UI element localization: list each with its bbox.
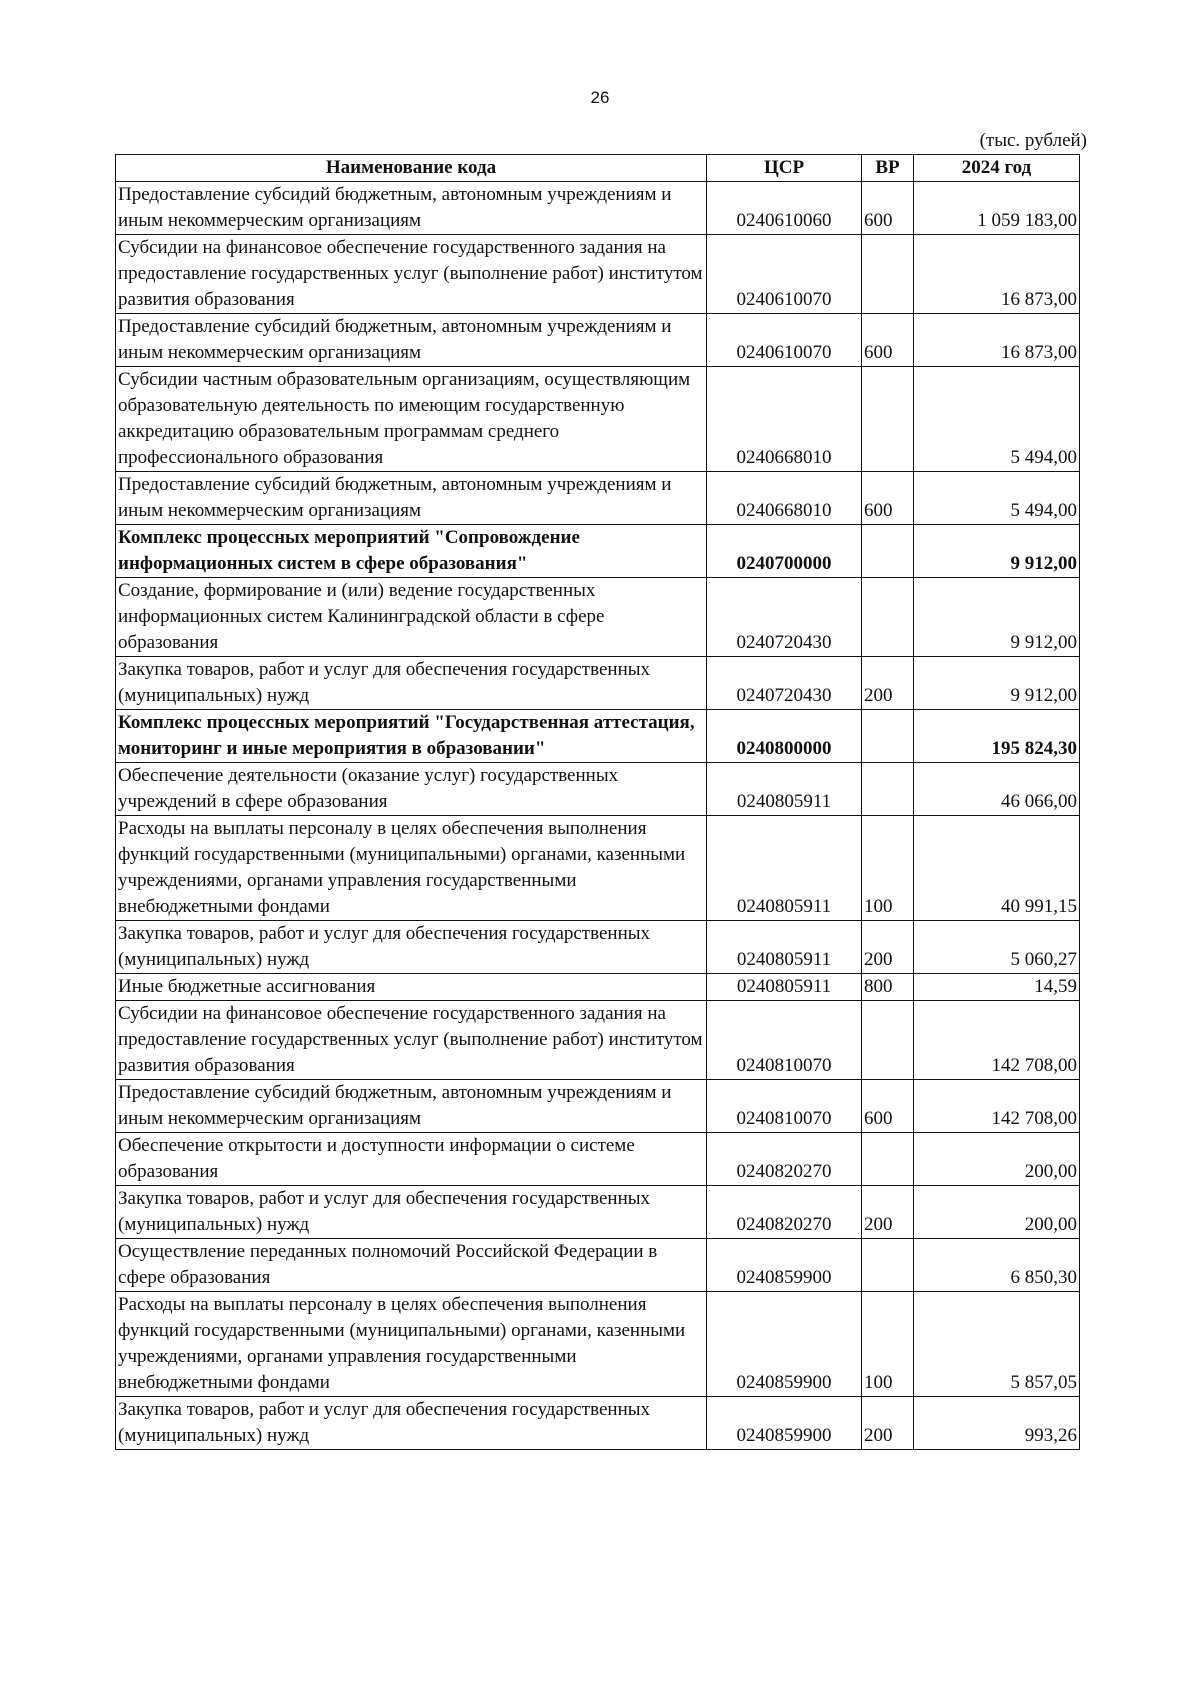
cell-csr: 0240610070: [707, 314, 862, 367]
cell-amount: 1 059 183,00: [914, 182, 1080, 235]
table-row: [116, 367, 1080, 472]
table-row: [116, 1186, 1080, 1239]
cell-vr: [862, 710, 914, 763]
cell-name: Предоставление субсидий бюджетным, автономным учреждениям и иным некоммерческим организациям: [116, 1080, 707, 1133]
cell-vr: 800: [862, 974, 914, 1001]
cell-vr: [862, 525, 914, 578]
page-number: 26: [590, 88, 610, 107]
column-header-name: Наименование кода: [116, 155, 707, 182]
cell-name: Субсидии на финансовое обеспечение государственного задания на предоставление государственных услуг (выполнение работ) институтом развития образования: [116, 1001, 707, 1080]
cell-vr: [862, 1001, 914, 1080]
cell-csr: 0240805911: [707, 763, 862, 816]
cell-amount: 200,00: [914, 1186, 1080, 1239]
cell-vr: [862, 1133, 914, 1186]
cell-name: Иные бюджетные ассигнования: [116, 974, 707, 1001]
table-row: [116, 710, 1080, 763]
cell-csr: 0240805911: [707, 816, 862, 921]
table-row: [116, 816, 1080, 921]
cell-csr: 0240810070: [707, 1001, 862, 1080]
column-header-year: 2024 год: [914, 155, 1080, 182]
table-row: [116, 314, 1080, 367]
cell-vr: [862, 235, 914, 314]
cell-csr: 0240859900: [707, 1397, 862, 1450]
cell-name: Субсидии частным образовательным организациям, осуществляющим образовательную деятельность по имеющим государственную аккредитацию образовательным программам среднего профессионального образования: [116, 367, 707, 472]
cell-amount: 5 494,00: [914, 472, 1080, 525]
cell-name: Закупка товаров, работ и услуг для обеспечения государственных (муниципальных) нужд: [116, 657, 707, 710]
cell-amount: 9 912,00: [914, 657, 1080, 710]
cell-vr: [862, 1239, 914, 1292]
cell-vr: 200: [862, 657, 914, 710]
cell-amount: 993,26: [914, 1397, 1080, 1450]
cell-name: Предоставление субсидий бюджетным, автономным учреждениям и иным некоммерческим организациям: [116, 314, 707, 367]
cell-name: Предоставление субсидий бюджетным, автономным учреждениям и иным некоммерческим организациям: [116, 182, 707, 235]
cell-csr: 0240720430: [707, 657, 862, 710]
cell-csr: 0240859900: [707, 1239, 862, 1292]
cell-amount: 6 850,30: [914, 1239, 1080, 1292]
cell-vr: 200: [862, 1186, 914, 1239]
cell-vr: [862, 763, 914, 816]
cell-name: Комплекс процессных мероприятий "Сопровождение информационных систем в сфере образования": [116, 525, 707, 578]
cell-csr: 0240668010: [707, 367, 862, 472]
table-row: [116, 578, 1080, 657]
table-row: [116, 657, 1080, 710]
cell-csr: 0240820270: [707, 1133, 862, 1186]
table-row: [116, 763, 1080, 816]
table-row: [116, 1239, 1080, 1292]
cell-vr: [862, 578, 914, 657]
cell-amount: 40 991,15: [914, 816, 1080, 921]
cell-amount: 14,59: [914, 974, 1080, 1001]
budget-table: [115, 154, 1080, 1450]
table-row: [116, 1001, 1080, 1080]
cell-vr: 600: [862, 182, 914, 235]
cell-csr: 0240668010: [707, 472, 862, 525]
table-row: [116, 182, 1080, 235]
cell-csr: 0240800000: [707, 710, 862, 763]
table-row: [116, 1080, 1080, 1133]
cell-vr: [862, 367, 914, 472]
table-row: [116, 1397, 1080, 1450]
cell-amount: 16 873,00: [914, 314, 1080, 367]
cell-amount: 9 912,00: [914, 578, 1080, 657]
table-row: [116, 1292, 1080, 1397]
cell-name: Расходы на выплаты персоналу в целях обеспечения выполнения функций государственными (муниципальными) органами, казенными учреждениями, органами управления государственными внебюджетными фондами: [116, 816, 707, 921]
cell-name: Расходы на выплаты персоналу в целях обеспечения выполнения функций государственными (муниципальными) органами, казенными учреждениями, органами управления государственными внебюджетными фондами: [116, 1292, 707, 1397]
cell-name: Обеспечение открытости и доступности информации о системе образования: [116, 1133, 707, 1186]
table-header-row: [116, 155, 1080, 182]
cell-amount: 5 060,27: [914, 921, 1080, 974]
cell-amount: 195 824,30: [914, 710, 1080, 763]
cell-csr: 0240805911: [707, 974, 862, 1001]
cell-vr: 100: [862, 816, 914, 921]
cell-amount: 5 494,00: [914, 367, 1080, 472]
cell-vr: 600: [862, 472, 914, 525]
cell-vr: 600: [862, 314, 914, 367]
cell-name: Комплекс процессных мероприятий "Государственная аттестация, мониторинг и иные мероприятия в образовании": [116, 710, 707, 763]
cell-name: Закупка товаров, работ и услуг для обеспечения государственных (муниципальных) нужд: [116, 1397, 707, 1450]
cell-csr: 0240610060: [707, 182, 862, 235]
column-header-csr: ЦСР: [707, 155, 862, 182]
cell-csr: 0240810070: [707, 1080, 862, 1133]
table-row: [116, 1133, 1080, 1186]
column-header-vr: ВР: [862, 155, 914, 182]
cell-vr: 200: [862, 1397, 914, 1450]
cell-name: Осуществление переданных полномочий Российской Федерации в сфере образования: [116, 1239, 707, 1292]
cell-csr: 0240720430: [707, 578, 862, 657]
table-row: [116, 974, 1080, 1001]
cell-name: Обеспечение деятельности (оказание услуг) государственных учреждений в сфере образования: [116, 763, 707, 816]
cell-name: Закупка товаров, работ и услуг для обеспечения государственных (муниципальных) нужд: [116, 921, 707, 974]
cell-vr: 100: [862, 1292, 914, 1397]
cell-name: Субсидии на финансовое обеспечение государственного задания на предоставление государственных услуг (выполнение работ) институтом развития образования: [116, 235, 707, 314]
cell-amount: 200,00: [914, 1133, 1080, 1186]
table-row: [116, 472, 1080, 525]
cell-amount: 142 708,00: [914, 1001, 1080, 1080]
cell-csr: 0240805911: [707, 921, 862, 974]
cell-name: Закупка товаров, работ и услуг для обеспечения государственных (муниципальных) нужд: [116, 1186, 707, 1239]
cell-amount: 5 857,05: [914, 1292, 1080, 1397]
cell-name: Создание, формирование и (или) ведение государственных информационных систем Калининградской области в сфере образования: [116, 578, 707, 657]
cell-amount: 46 066,00: [914, 763, 1080, 816]
table-body: [116, 182, 1080, 1450]
units-note: (тыс. рублей): [979, 130, 1087, 151]
cell-csr: 0240859900: [707, 1292, 862, 1397]
table-row: [116, 525, 1080, 578]
table-row: [116, 921, 1080, 974]
cell-amount: 9 912,00: [914, 525, 1080, 578]
cell-amount: 142 708,00: [914, 1080, 1080, 1133]
cell-csr: 0240610070: [707, 235, 862, 314]
cell-csr: 0240820270: [707, 1186, 862, 1239]
cell-name: Предоставление субсидий бюджетным, автономным учреждениям и иным некоммерческим организациям: [116, 472, 707, 525]
cell-vr: 200: [862, 921, 914, 974]
cell-csr: 0240700000: [707, 525, 862, 578]
cell-amount: 16 873,00: [914, 235, 1080, 314]
cell-vr: 600: [862, 1080, 914, 1133]
table-row: [116, 235, 1080, 314]
